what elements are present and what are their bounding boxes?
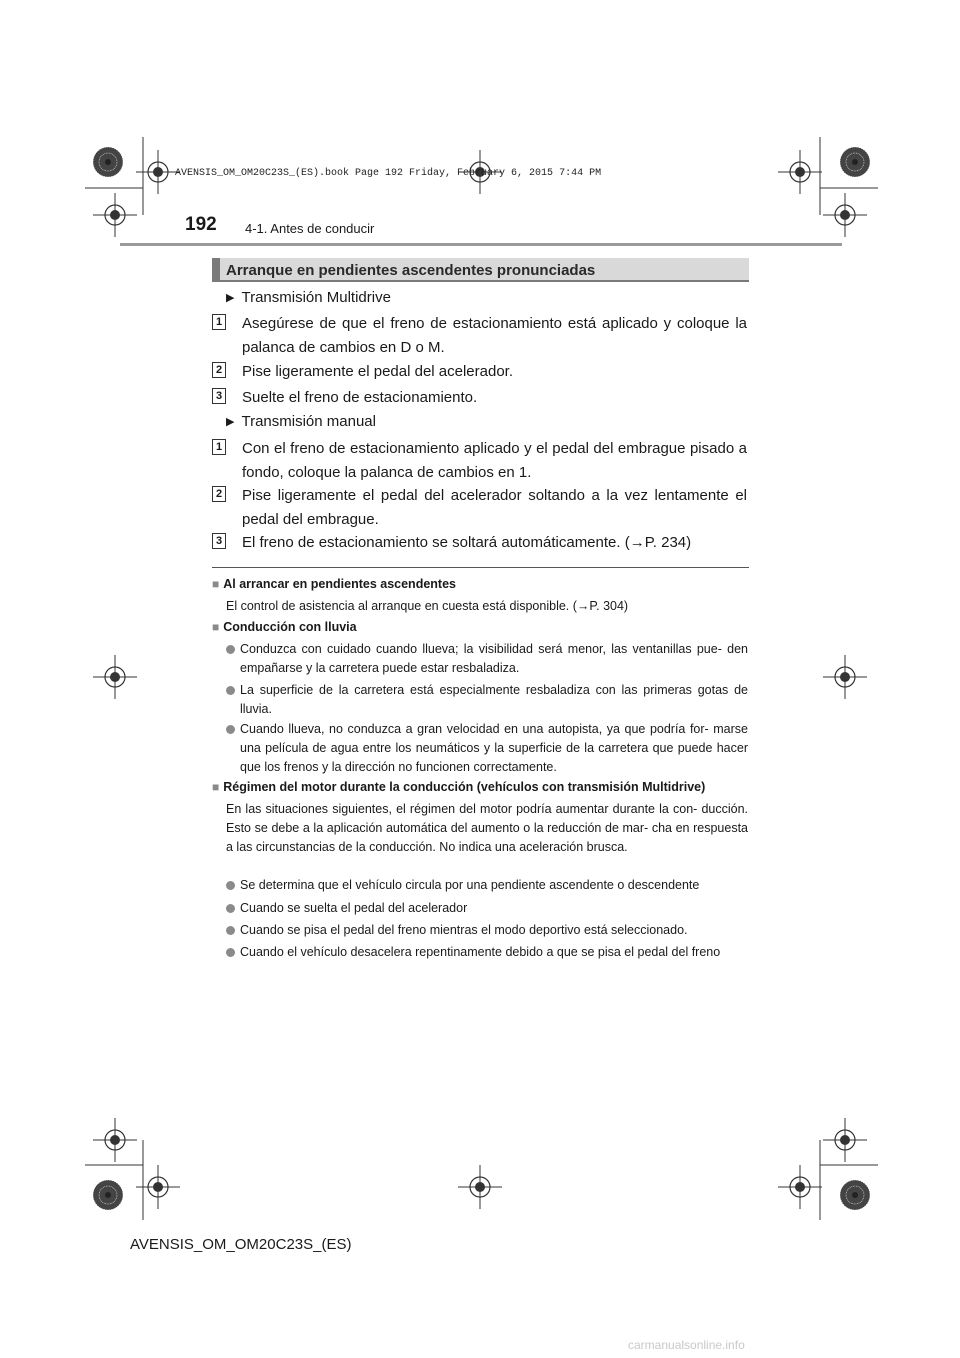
- list-item: Se determina que el vehículo circula por una pendiente ascendente o descendente: [226, 876, 748, 895]
- step-text: Asegúrese de que el freno de estacionamiento está aplicado y coloque la palanca de cambios en D o M.: [242, 315, 747, 356]
- list-item: Cuando se pisa el pedal del freno mientras el modo deportivo está seleccionado.: [226, 921, 748, 940]
- registration-target-icon: [778, 150, 822, 194]
- step-text: Con el freno de estacionamiento aplicado y el pedal del embrague pisado a fondo, coloque la palanca de cambios en 1.: [242, 440, 747, 481]
- bullet-dot-icon: [226, 645, 235, 654]
- list-item: Cuando se suelta el pedal del acelerador: [226, 899, 748, 918]
- bullet-dot-icon: [226, 904, 235, 913]
- step-text: El freno de estacionamiento se soltará automáticamente. (→P. 234): [242, 534, 692, 551]
- step-text: Pise ligeramente el pedal del acelerador soltando a la vez lentamente el pedal del embrague.: [242, 487, 747, 528]
- step-number: 2: [212, 486, 226, 502]
- chapter-title: 4-1. Antes de conducir: [245, 221, 375, 236]
- bullet-dot-icon: [226, 725, 235, 734]
- step-text: Pise ligeramente el pedal del acelerador.: [242, 363, 514, 380]
- note-body: En las situaciones siguientes, el régimen del motor podría aumentar durante la con- ducción. Esto se debe a la aplicación automática del aumento o la reducción de mar- cha en respuesta a las circunstancias de la conducción. No indica una aceleración brusca.: [226, 802, 748, 854]
- footer-code: AVENSIS_OM_OM20C23S_(ES): [130, 1236, 352, 1253]
- step-number: 1: [212, 314, 226, 330]
- print-header: AVENSIS_OM_OM20C23S_(ES).book Page 192 Friday, February 6, 2015 7:44 PM: [175, 168, 602, 179]
- registration-target-icon: [823, 1118, 867, 1162]
- registration-target-icon: [93, 655, 137, 699]
- registration-star-icon: [840, 147, 870, 177]
- registration-target-icon: [823, 655, 867, 699]
- list-item: Conduzca con cuidado cuando llueva; la visibilidad será menor, las ventanillas pue- den empañarse y la carretera puede estar resbaladiza.: [226, 640, 748, 678]
- bullet-dot-icon: [226, 926, 235, 935]
- registration-star-icon: [840, 1180, 870, 1210]
- page-number: 192: [185, 214, 217, 235]
- triangle-right-icon: ▶: [226, 416, 235, 428]
- registration-star-icon: [93, 147, 123, 177]
- bullet-dot-icon: [226, 686, 235, 695]
- note-heading: ■ Conducción con lluvia: [212, 620, 357, 634]
- note-heading: ■ Al arrancar en pendientes ascendentes: [212, 577, 456, 591]
- registration-target-icon: [93, 1118, 137, 1162]
- square-bullet-icon: ■: [212, 577, 220, 591]
- step-number: 3: [212, 388, 226, 404]
- registration-target-icon: [93, 193, 137, 237]
- note-body: El control de asistencia al arranque en cuesta está disponible. (→P. 304): [226, 599, 629, 613]
- square-bullet-icon: ■: [212, 620, 220, 634]
- manual-heading: ▶ Transmisión manual: [226, 413, 376, 430]
- note-heading: ■ Régimen del motor durante la conducción (vehículos con transmisión Multidrive): [212, 780, 706, 794]
- step-number: 1: [212, 439, 226, 455]
- header-rule: [120, 243, 842, 246]
- step-text: Suelte el freno de estacionamiento.: [242, 389, 478, 406]
- watermark: carmanualsonline.info: [628, 1338, 745, 1352]
- registration-star-icon: [93, 1180, 123, 1210]
- registration-target-icon: [778, 1165, 822, 1209]
- step-number: 3: [212, 533, 226, 549]
- notes-rule: [212, 567, 749, 568]
- triangle-right-icon: ▶: [226, 292, 235, 304]
- square-bullet-icon: ■: [212, 780, 220, 794]
- bullet-dot-icon: [226, 881, 235, 890]
- list-item: La superficie de la carretera está especialmente resbaladiza con las primeras gotas de lluvia.: [226, 681, 748, 719]
- list-item: Cuando el vehículo desacelera repentinamente debido a que se pisa el pedal del freno: [226, 943, 748, 962]
- list-item: Cuando llueva, no conduzca a gran velocidad en una autopista, ya que podría for- marse una película de agua entre los neumáticos y la superficie de la carretera que puede hacer que los frenos y la dirección no funcionen correctamente.: [226, 720, 748, 777]
- section-title: Arranque en pendientes ascendentes pronunciadas: [226, 262, 596, 279]
- registration-target-icon: [458, 1165, 502, 1209]
- registration-target-icon: [823, 193, 867, 237]
- step-number: 2: [212, 362, 226, 378]
- bullet-dot-icon: [226, 948, 235, 957]
- multidrive-heading: ▶ Transmisión Multidrive: [226, 289, 391, 306]
